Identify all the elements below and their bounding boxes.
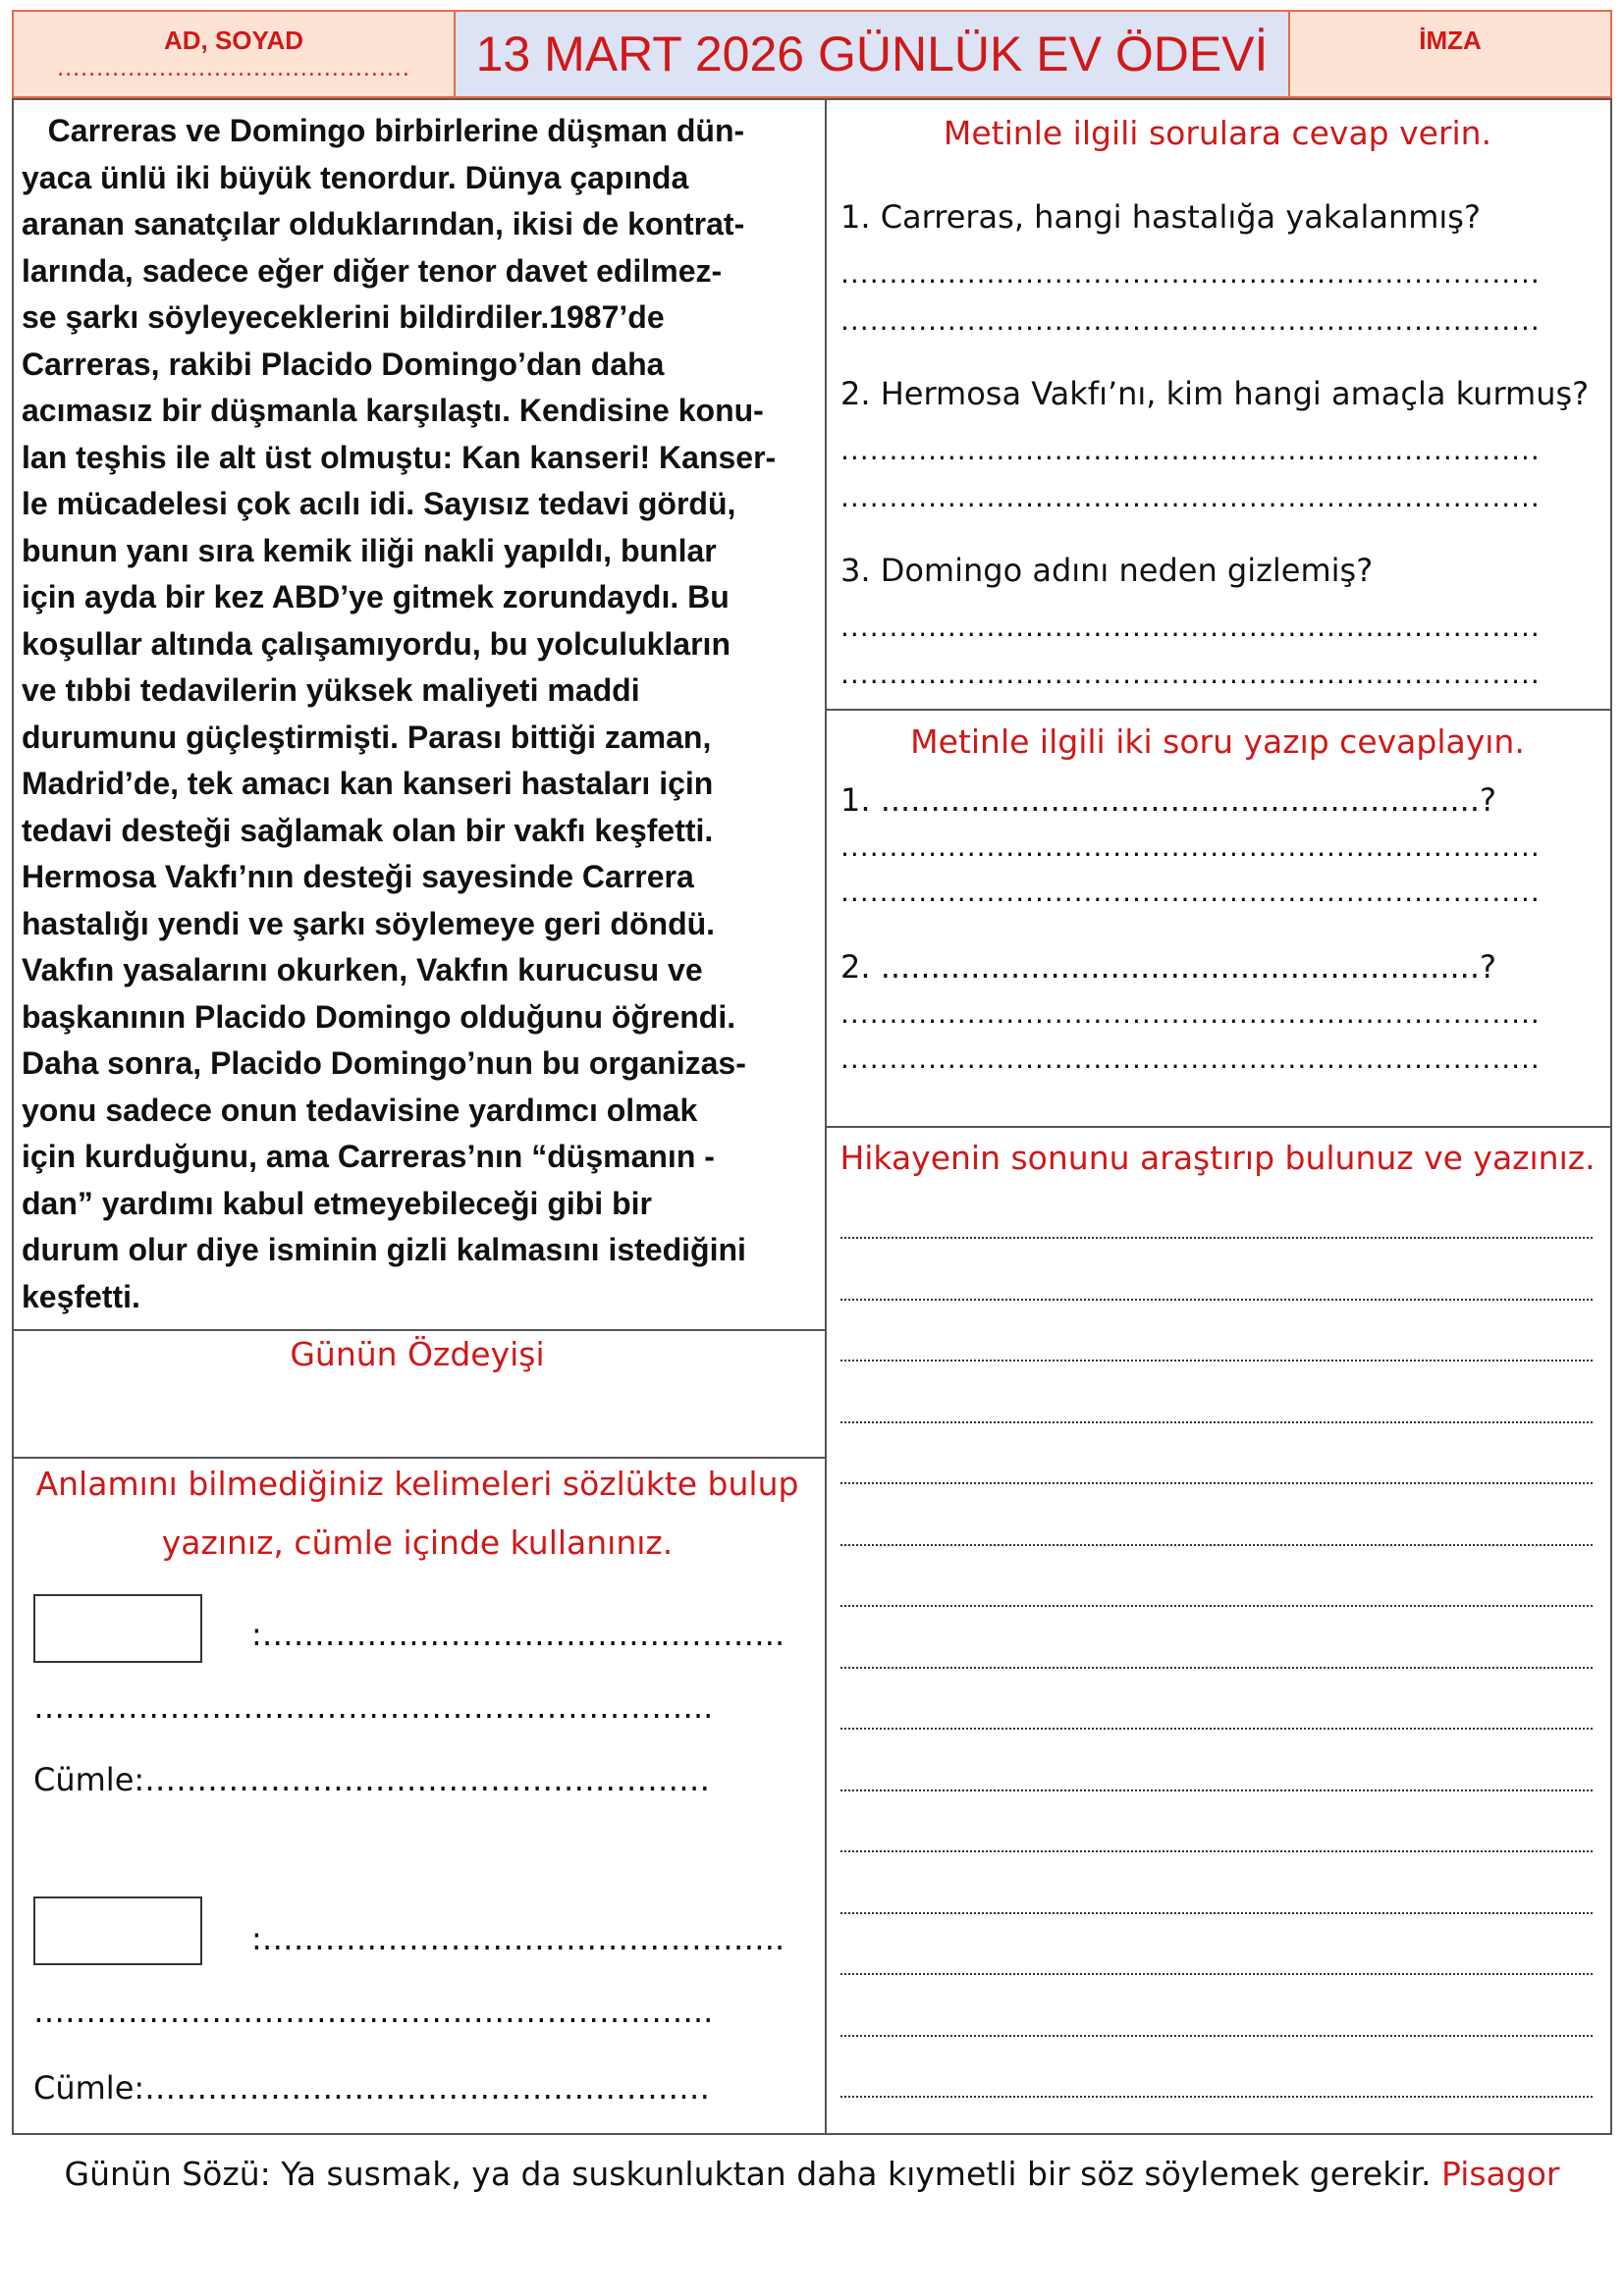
vocab-heading-line1: Anlamını bilmediğiniz kelimeleri sözlükte bulup	[35, 1465, 799, 1503]
story-answer-line[interactable]	[840, 1299, 1593, 1301]
divider	[14, 1329, 827, 1331]
passage-line: Vakfın yasalarını okurken, Vakfın kurucusu ve	[22, 952, 703, 988]
word-box-1[interactable]	[33, 1594, 202, 1663]
ozdeyis-answer-area[interactable]	[22, 1384, 807, 1453]
write-question-1[interactable]: 1. ............................................................?	[840, 781, 1496, 819]
daily-quote	[0, 2155, 1624, 2193]
word-meaning-line-2[interactable]: :…………………………………………..	[251, 1920, 785, 1957]
story-answer-line[interactable]	[840, 1912, 1593, 1914]
answer-line[interactable]: ........................................................................	[840, 997, 1541, 1030]
passage-line: le mücadelesi çok acılı idi. Sayısız tedavi gördü,	[22, 486, 736, 521]
sentence-line-2[interactable]: Cümle:………………………………………………	[33, 2069, 711, 2107]
story-answer-line[interactable]	[840, 1605, 1593, 1607]
answer-line[interactable]: ........................................................................	[840, 876, 1541, 908]
story-answer-line[interactable]	[840, 2096, 1593, 2098]
passage-line: Hermosa Vakfı’nın desteği sayesinde Carrera	[22, 859, 694, 894]
passage-line: dan” yardımı kabul etmeyebileceği gibi bir	[22, 1185, 652, 1221]
passage-line: için kurduğunu, ama Carreras’nın “düşmanın -	[22, 1139, 715, 1174]
answer-line[interactable]: ........................................................................	[840, 481, 1541, 513]
quote-author: Pisagor	[1441, 2155, 1560, 2193]
signature-label: İMZA	[1419, 26, 1482, 55]
sentence-line-1[interactable]: Cümle:………………………………………………	[33, 1761, 711, 1798]
story-answer-line[interactable]	[840, 1789, 1593, 1791]
passage-line: Carreras ve Domingo birbirlerine düşman dün-	[22, 113, 745, 148]
write-question-2[interactable]: 2. ............................................................?	[840, 948, 1496, 986]
divider	[827, 1126, 1612, 1128]
story-end-heading: Hikayenin sonunu araştırıp bulunuz ve yazınız.	[839, 1139, 1596, 1177]
answer-line[interactable]: ........................................................................	[840, 257, 1541, 290]
passage-line: durumunu güçleştirmişti. Parası bittiği zaman,	[22, 719, 712, 755]
signature-field[interactable]	[1290, 12, 1610, 96]
story-answer-line[interactable]	[840, 1482, 1593, 1484]
vocab-heading-line2: yazınız, cümle içinde kullanınız.	[161, 1523, 674, 1562]
passage-line: se şarkı söyleyeceklerini bildirdiler.1987’de	[22, 299, 665, 335]
passage-line: aranan sanatçılar olduklarından, ikisi de kontrat-	[22, 206, 745, 241]
answer-line[interactable]: ........................................................................	[840, 1042, 1541, 1075]
page-title-cell	[456, 12, 1290, 96]
story-answer-line[interactable]	[840, 1544, 1593, 1546]
passage-line: lan teşhis ile alt üst olmuştu: Kan kanseri! Kanser-	[22, 439, 777, 475]
answer-line[interactable]: ........................................................................	[840, 434, 1541, 466]
word-box-2[interactable]	[33, 1896, 202, 1965]
story-answer-line[interactable]	[840, 1237, 1593, 1239]
divider	[827, 709, 1612, 711]
divider	[14, 1457, 827, 1459]
ozdeyis-title: Günün Özdeyişi	[290, 1335, 545, 1373]
passage-line: durum olur diye isminin gizli kalmasını istediğini	[22, 1232, 746, 1267]
passage-line: keşfetti.	[22, 1278, 140, 1314]
story-answer-line[interactable]	[840, 1360, 1593, 1362]
answer-line[interactable]: ........................................................................	[840, 658, 1541, 690]
story-answer-line[interactable]	[840, 1973, 1593, 1975]
page-title: 13 MART 2026 GÜNLÜK EV ÖDEVİ	[475, 27, 1269, 81]
name-label: AD, SOYAD	[163, 26, 304, 55]
answer-line[interactable]: ........................................................................	[840, 611, 1541, 643]
answer-line[interactable]: ........................................................................	[840, 830, 1541, 863]
passage-line: Daha sonra, Placido Domingo’nun bu organizas-	[22, 1045, 746, 1081]
passage-line: ve tıbbi tedavilerin yüksek maliyeti maddi	[22, 672, 640, 708]
passage-line: acımasız bir düşmanla karşılaştı. Kendisine konu-	[22, 393, 764, 428]
passage-line: koşullar altında çalışamıyordu, bu yolculukların	[22, 625, 731, 662]
worksheet-header	[12, 10, 1612, 98]
story-answer-line[interactable]	[840, 1728, 1593, 1730]
story-answer-line[interactable]	[840, 2035, 1593, 2037]
word-extra-line-2[interactable]: ………………………………………………………..	[33, 1993, 714, 2030]
question-3: 3. Domingo adını neden gizlemiş?	[840, 552, 1374, 589]
name-field[interactable]	[14, 12, 456, 96]
questions-heading: Metinle ilgili sorulara cevap verin.	[943, 114, 1492, 152]
passage-line: bunun yanı sıra kemik iliği nakli yapıldı, bunlar	[22, 532, 717, 568]
word-extra-line-1[interactable]: ………………………………………………………..	[33, 1688, 714, 1726]
passage-line: yonu sadece onun tedavisine yardımcı olmak	[22, 1092, 698, 1128]
passage-line: Carreras, rakibi Placido Domingo’dan daha	[22, 346, 665, 382]
quote-text: Günün Sözü: Ya susmak, ya da suskunluktan daha kıymetli bir söz söylemek gerekir.	[64, 2155, 1432, 2193]
word-meaning-line-1[interactable]: :…………………………………………..	[251, 1616, 785, 1653]
story-answer-line[interactable]	[840, 1421, 1593, 1423]
passage-line: hastalığı yendi ve şarkı söylemeye geri döndü.	[22, 905, 716, 941]
question-2: 2. Hermosa Vakfı’nı, kim hangi amaçla kurmuş?	[840, 375, 1590, 412]
write-questions-heading: Metinle ilgili iki soru yazıp cevaplayın.	[910, 722, 1525, 761]
passage-line: için ayda bir kez ABD’ye gitmek zorundaydı. Bu	[22, 579, 730, 614]
passage-line: başkanının Placido Domingo olduğunu öğrendi.	[22, 998, 736, 1035]
passage-line: yaca ünlü iki büyük tenordur. Dünya çapında	[22, 159, 689, 195]
story-answer-line[interactable]	[840, 1850, 1593, 1852]
passage-line: larında, sadece eğer diğer tenor davet edilmez-	[22, 252, 723, 289]
column-divider	[825, 100, 827, 2133]
name-dots: .............................................	[57, 57, 410, 81]
question-1: 1. Carreras, hangi hastalığa yakalanmış?	[840, 198, 1481, 236]
answer-line[interactable]: ........................................................................	[840, 304, 1541, 337]
passage-line: tedavi desteği sağlamak olan bir vakfı keşfetti.	[22, 812, 714, 848]
reading-passage	[22, 108, 807, 1320]
passage-line: Madrid’de, tek amacı kan kanseri hastaları için	[22, 766, 714, 801]
story-answer-line[interactable]	[840, 1667, 1593, 1669]
